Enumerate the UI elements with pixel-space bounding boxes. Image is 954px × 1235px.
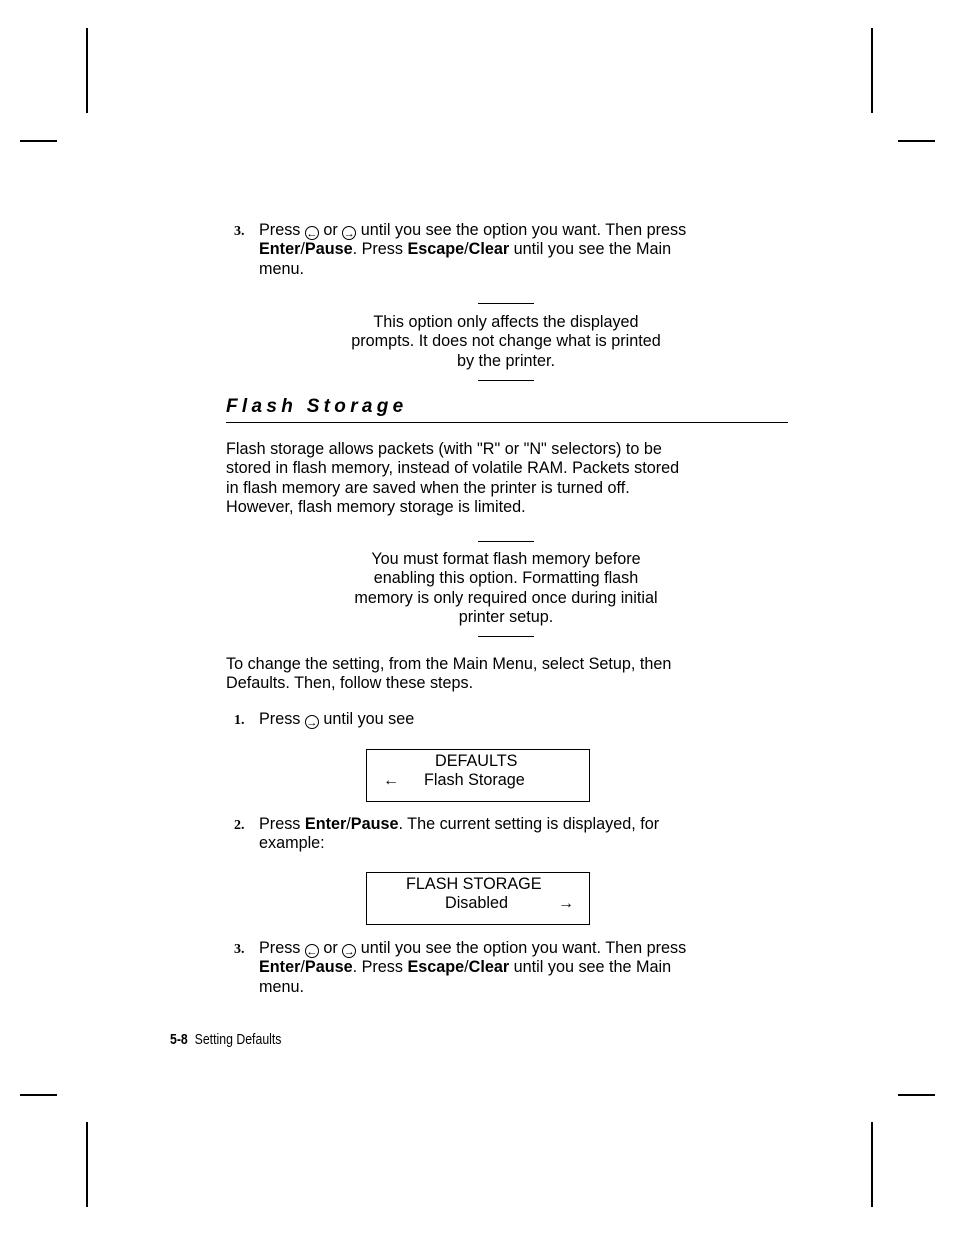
step-line: Press ← or → until you see the option you want. Then press (259, 939, 687, 958)
step-line: Press ← or → until you see the option you want. Then press (259, 221, 687, 240)
right-arrow-key-icon: → (343, 946, 355, 958)
crop-mark (86, 1122, 88, 1207)
note-rule-top (478, 303, 534, 304)
right-arrow-icon: → (558, 895, 574, 912)
display-line-2: Disabled (445, 894, 508, 912)
step-number: 3. (234, 942, 245, 957)
section-rule (226, 422, 788, 423)
left-arrow-key-icon: ← (306, 946, 318, 958)
printer-display (366, 872, 590, 925)
step-1 (234, 710, 799, 729)
note-rule-bottom (478, 380, 534, 381)
step-3-top (234, 221, 799, 279)
printer-display (366, 749, 590, 802)
step-line: menu. (259, 259, 304, 278)
right-arrow-key-icon: → (306, 717, 318, 729)
note-text: You must format flash memory before enabling this option. Formatting flash memory is only required once during initial printer setup. (354, 550, 658, 626)
note-box (306, 303, 706, 383)
step-2 (234, 815, 799, 854)
page-number: 5-8 (170, 1031, 188, 1048)
crop-mark (20, 140, 57, 142)
intro-paragraph: Flash storage allows packets (with "R" or "N" selectors) to be stored in flash memory, instead of volatile RAM. Packets stored in flash memory are saved when the printer is turned off. However, flash memory storage is limited. (226, 440, 680, 516)
step-line: example: (259, 834, 325, 853)
step-number: 3. (234, 224, 245, 239)
step-line: Press Enter/Pause. The current setting is displayed, for (259, 815, 660, 833)
display-line-2: Flash Storage (424, 771, 525, 789)
crop-mark (871, 28, 873, 113)
step-3-bottom (234, 939, 799, 997)
crop-mark (898, 140, 935, 142)
step-line: Enter/Pause. Press Escape/Clear until you see the Main (259, 240, 672, 259)
step-number: 2. (234, 818, 245, 833)
left-arrow-icon: ← (383, 772, 399, 789)
display-line-1: DEFAULTS (435, 752, 518, 770)
crop-mark (871, 1122, 873, 1207)
step-number: 1. (234, 713, 245, 728)
change-paragraph: To change the setting, from the Main Menu, select Setup, then Defaults. Then, follow these steps. (226, 655, 672, 693)
page-footer (170, 1030, 281, 1049)
step-line: Enter/Pause. Press Escape/Clear until you see the Main (259, 958, 672, 977)
right-arrow-key-icon: → (343, 228, 355, 240)
left-arrow-key-icon: ← (306, 228, 318, 240)
note-rule-top (478, 541, 534, 542)
crop-mark (20, 1094, 57, 1096)
step-line: Press → until you see (259, 710, 415, 729)
step-line: menu. (259, 977, 304, 996)
crop-mark (86, 28, 88, 113)
note-text: This option only affects the displayed prompts. It does not change what is printed by the printer. (351, 313, 661, 370)
footer-title: Setting Defaults (194, 1031, 282, 1048)
section-title: Flash Storage (226, 396, 408, 417)
note-box (306, 541, 706, 641)
crop-mark (898, 1094, 935, 1096)
display-line-1: FLASH STORAGE (406, 875, 542, 893)
note-rule-bottom (478, 636, 534, 637)
